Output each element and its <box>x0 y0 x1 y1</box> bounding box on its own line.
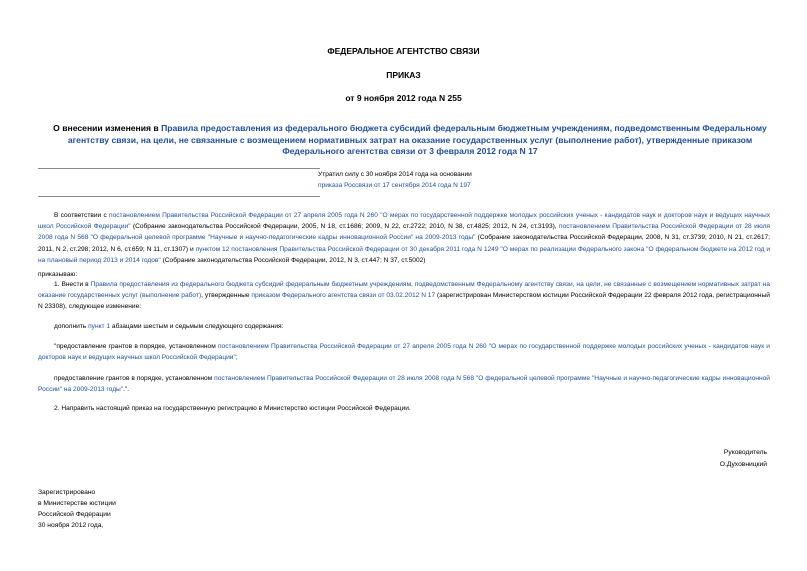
signature-role: Руководитель <box>723 449 767 456</box>
title-link[interactable]: Правила предоставления из федерального бюджета субсидий федеральным бюджетным учреждениям, подведомственным Федеральному агентству связи, на цели, не связанные с возмещением нормативных затрат на оказание государственных услуг (выполнение работ), утвержденные приказом Федерального агентства связи от 3 февраля 2012 года N 17 <box>67 123 767 156</box>
preamble-link-1[interactable]: постановлением Правительства Российской Федерации от 27 апреля 2005 года N 260 "О мерах по государственной поддержке молодых российских ученых - кандидатов наук и докторов наук и ведущих научных школ Российской Федерации" <box>38 212 770 231</box>
registration-line-4: 30 ноября 2012 года, <box>38 522 104 529</box>
preamble-text-2: (Собрание законодательства Российской Федерации, 2005, N 18, ст.1686; 2009, N 22, ст.2722; 2010, N 38, ст.4825; 2012, N 24, ст.3193), <box>130 223 559 231</box>
supplement-text-1: дополнить <box>54 323 89 330</box>
annotation-link[interactable] <box>318 180 471 191</box>
divider-bottom <box>38 196 320 197</box>
agency-heading: ФЕДЕРАЛЬНОЕ АГЕНТСТВО СВЯЗИ <box>327 46 480 56</box>
item-1-text-3: (зарегистрирован Министерством юстиции Российской Федерации 22 февраля 2012 года, регистрационный N 23308), следующее изменение: <box>38 292 770 311</box>
item-1-text-2: , утвержденные <box>201 292 252 300</box>
date-number-heading: от 9 ноября 2012 года N 255 <box>345 93 462 103</box>
registration-line-2: в Министерстве юстиции <box>38 500 116 507</box>
quote-1-paragraph <box>38 341 770 363</box>
supplement-link-point[interactable]: пункт 1 <box>88 323 111 330</box>
quote-2-link[interactable]: постановлением Правительства Российской Федерации от 28 июля 2008 года N 568 "О федеральной целевой программе "Научные и научно-педагогические кадры инновационной России" на 2009-2013 годы" <box>38 375 770 394</box>
registration-line-1: Зарегистрировано <box>38 489 96 496</box>
preamble-text-1: В соответствии с <box>54 212 110 219</box>
item-1-text-1: 1. Внести в <box>54 281 91 288</box>
supplement-paragraph <box>38 321 770 332</box>
title-prefix: О внесении изменения в <box>53 123 162 133</box>
registration-line-3: Российской Федерации <box>38 511 111 518</box>
signature-name: О.Духовницкий <box>719 461 767 468</box>
item-1-paragraph <box>38 279 770 313</box>
annotation-text: Утратил силу с 30 ноября 2014 года на основании <box>318 171 472 178</box>
annotation-order-link[interactable]: приказа Россвязи от 17 сентября 2014 года N 197 <box>318 182 471 189</box>
order-word: приказываю: <box>38 271 78 278</box>
quote-1-text-1: "предоставление грантов в порядке, установленном <box>54 343 218 350</box>
quote-2-text-2: .". <box>123 386 130 394</box>
supplement-text-2: абзацами шестым и седьмым следующего содержания: <box>110 323 284 330</box>
divider-top <box>38 168 320 169</box>
quote-1-link[interactable]: постановлением Правительства Российской Федерации от 27 апреля 2005 года N 260 "О мерах по государственной поддержке молодых российских ученых - кандидатов наук и докторов наук и ведущих научных школ Российской Федерации" <box>38 343 770 362</box>
preamble-link-2[interactable]: постановлением Правительства Российской Федерации от 28 июля 2008 года N 568 "О федеральной целевой программе "Научные и научно-педагогические кадры инновационной России" на 2009-2013 годы" <box>38 223 770 242</box>
item-1-link-rules[interactable]: Правила предоставления из федерального бюджета субсидий федеральным бюджетным учреждениям, подведомственным Федеральному агентству связи, на цели, не связанные с возмещением нормативных затрат на оказание государственных услуг (выполнение работ) <box>38 281 770 300</box>
doc-type-heading: ПРИКАЗ <box>386 70 421 80</box>
quote-2-paragraph <box>38 373 770 395</box>
item-2-paragraph: 2. Направить настоящий приказ на государственную регистрацию в Министерство юстиции Российской Федерации. <box>54 405 411 412</box>
item-1-link-order[interactable]: приказом Федерального агентства связи от 03.02.2012 N 17 <box>251 292 436 300</box>
preamble-paragraph <box>38 210 770 266</box>
document-title <box>50 123 770 158</box>
preamble-link-3[interactable]: пунктом 12 постановления Правительства Российской Федерации от 30 декабря 2011 года N 1249 "О мерах по реализации Федерального закона "О федеральном бюджете на 2012 год и на плановый период 2013 и 2014 годов" <box>38 245 771 264</box>
preamble-text-4: (Собрание законодательства Российской Федерации, 2012, N 3, ст.447; N 37, ст.5002) <box>160 256 426 264</box>
quote-2-text-1: предоставление грантов в порядке, установленном <box>54 375 215 382</box>
quote-1-text-2: ; <box>235 354 238 362</box>
preamble-text-3: (Собрание законодательства Российской Федерации, 2008, N 31, ст.3739; 2010, N 21, ст.2617; 2011, N 2, ст.298; 2012, N 6, ст.659; N 11, ст.1307) и <box>38 234 771 253</box>
